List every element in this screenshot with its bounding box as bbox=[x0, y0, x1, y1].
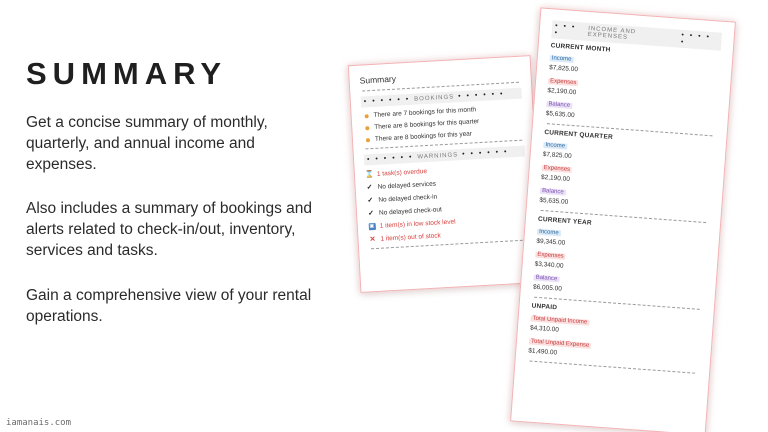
current-quarter-section bbox=[539, 129, 714, 216]
description-paragraph-1: Get a concise summary of monthly, quarterly, and annual income and expenses. bbox=[26, 114, 268, 173]
warning-text: No delayed check-out bbox=[378, 205, 443, 217]
income-value: $7,825.00 bbox=[548, 64, 579, 74]
balance-value: $5,635.00 bbox=[545, 110, 575, 120]
check-icon: ✓ bbox=[367, 197, 374, 205]
expenses-tag: Expenses bbox=[549, 78, 577, 87]
booking-text: There are 8 bookings for this year bbox=[374, 130, 473, 143]
dots-decoration: • • • • • • bbox=[363, 95, 411, 106]
unpaid-expense-value: $1,490.00 bbox=[528, 347, 558, 357]
footer-credit: iamanais.com bbox=[6, 418, 72, 428]
booking-text: There are 8 bookings for this quarter bbox=[374, 118, 480, 131]
income-tag: Income bbox=[538, 228, 559, 237]
balance-value: $6,005.00 bbox=[532, 283, 563, 293]
description-paragraph-2: Also includes a summary of bookings and alerts related to check-in/out, inventory, services and tasks. bbox=[26, 200, 313, 259]
dots-decoration: • • • • • • bbox=[366, 153, 414, 164]
unpaid-expense-tag: Total Unpaid Expense bbox=[530, 338, 590, 349]
dots-decoration: • • • • bbox=[554, 22, 577, 37]
balance-tag: Balance bbox=[548, 101, 571, 109]
section-title: CURRENT YEAR bbox=[537, 215, 592, 227]
expenses-value: $3,340.00 bbox=[534, 260, 564, 270]
balance-value: $5,635.00 bbox=[539, 196, 569, 206]
income-tag: Income bbox=[545, 142, 566, 150]
description-paragraph-3: Gain a comprehensive view of your rental operations. bbox=[26, 287, 312, 325]
current-year-section bbox=[533, 216, 708, 303]
summary-card-title: Summary bbox=[359, 73, 397, 86]
bullet-icon bbox=[365, 114, 369, 118]
unpaid-income-tag: Total Unpaid Income bbox=[532, 315, 588, 326]
section-title: CURRENT MONTH bbox=[550, 42, 611, 54]
warning-text: 1 item(s) in low stock level bbox=[379, 218, 456, 230]
warnings-label: WARNINGS bbox=[417, 151, 459, 161]
dots-decoration: • • • • • bbox=[680, 31, 712, 47]
check-icon: ✓ bbox=[367, 210, 375, 218]
income-expenses-card bbox=[510, 7, 736, 432]
booking-text: There are 7 bookings for this month bbox=[373, 106, 477, 119]
unpaid-income-value: $4,310.00 bbox=[529, 324, 560, 334]
summary-card bbox=[348, 55, 543, 293]
bookings-label: BOOKINGS bbox=[414, 93, 455, 103]
income-value: $9,345.00 bbox=[536, 237, 566, 247]
bullet-icon bbox=[366, 138, 370, 142]
warning-text: No delayed check-in bbox=[378, 193, 438, 204]
x-icon: ✕ bbox=[369, 236, 376, 244]
expenses-tag: Expenses bbox=[543, 165, 571, 173]
warning-text: No delayed services bbox=[377, 180, 437, 191]
section-title: CURRENT QUARTER bbox=[544, 129, 614, 142]
income-expenses-label: INCOME AND EXPENSES bbox=[587, 25, 637, 41]
inventory-icon: ▣ bbox=[369, 223, 375, 230]
unpaid-section bbox=[528, 303, 701, 367]
expenses-value: $2,190.00 bbox=[540, 173, 571, 183]
hourglass-icon: ⌛ bbox=[364, 171, 374, 179]
balance-tag: Balance bbox=[535, 274, 558, 283]
dots-decoration: • • • • • • bbox=[461, 148, 509, 159]
bullet-icon bbox=[365, 126, 369, 130]
expenses-value: $2,190.00 bbox=[547, 87, 577, 97]
dots-decoration: • • • • • • bbox=[457, 90, 505, 101]
section-title: UNPAID bbox=[531, 302, 558, 312]
current-month-section bbox=[545, 42, 720, 129]
income-tag: Income bbox=[551, 55, 572, 63]
page-heading: SUMMARY bbox=[26, 56, 228, 91]
expenses-tag: Expenses bbox=[537, 251, 564, 260]
income-value: $7,825.00 bbox=[542, 150, 572, 161]
check-icon: ✓ bbox=[366, 184, 373, 192]
warning-text: 1 task(s) overdue bbox=[376, 167, 428, 178]
balance-tag: Balance bbox=[541, 187, 564, 196]
warning-text: 1 item(s) out of stock bbox=[380, 231, 441, 243]
